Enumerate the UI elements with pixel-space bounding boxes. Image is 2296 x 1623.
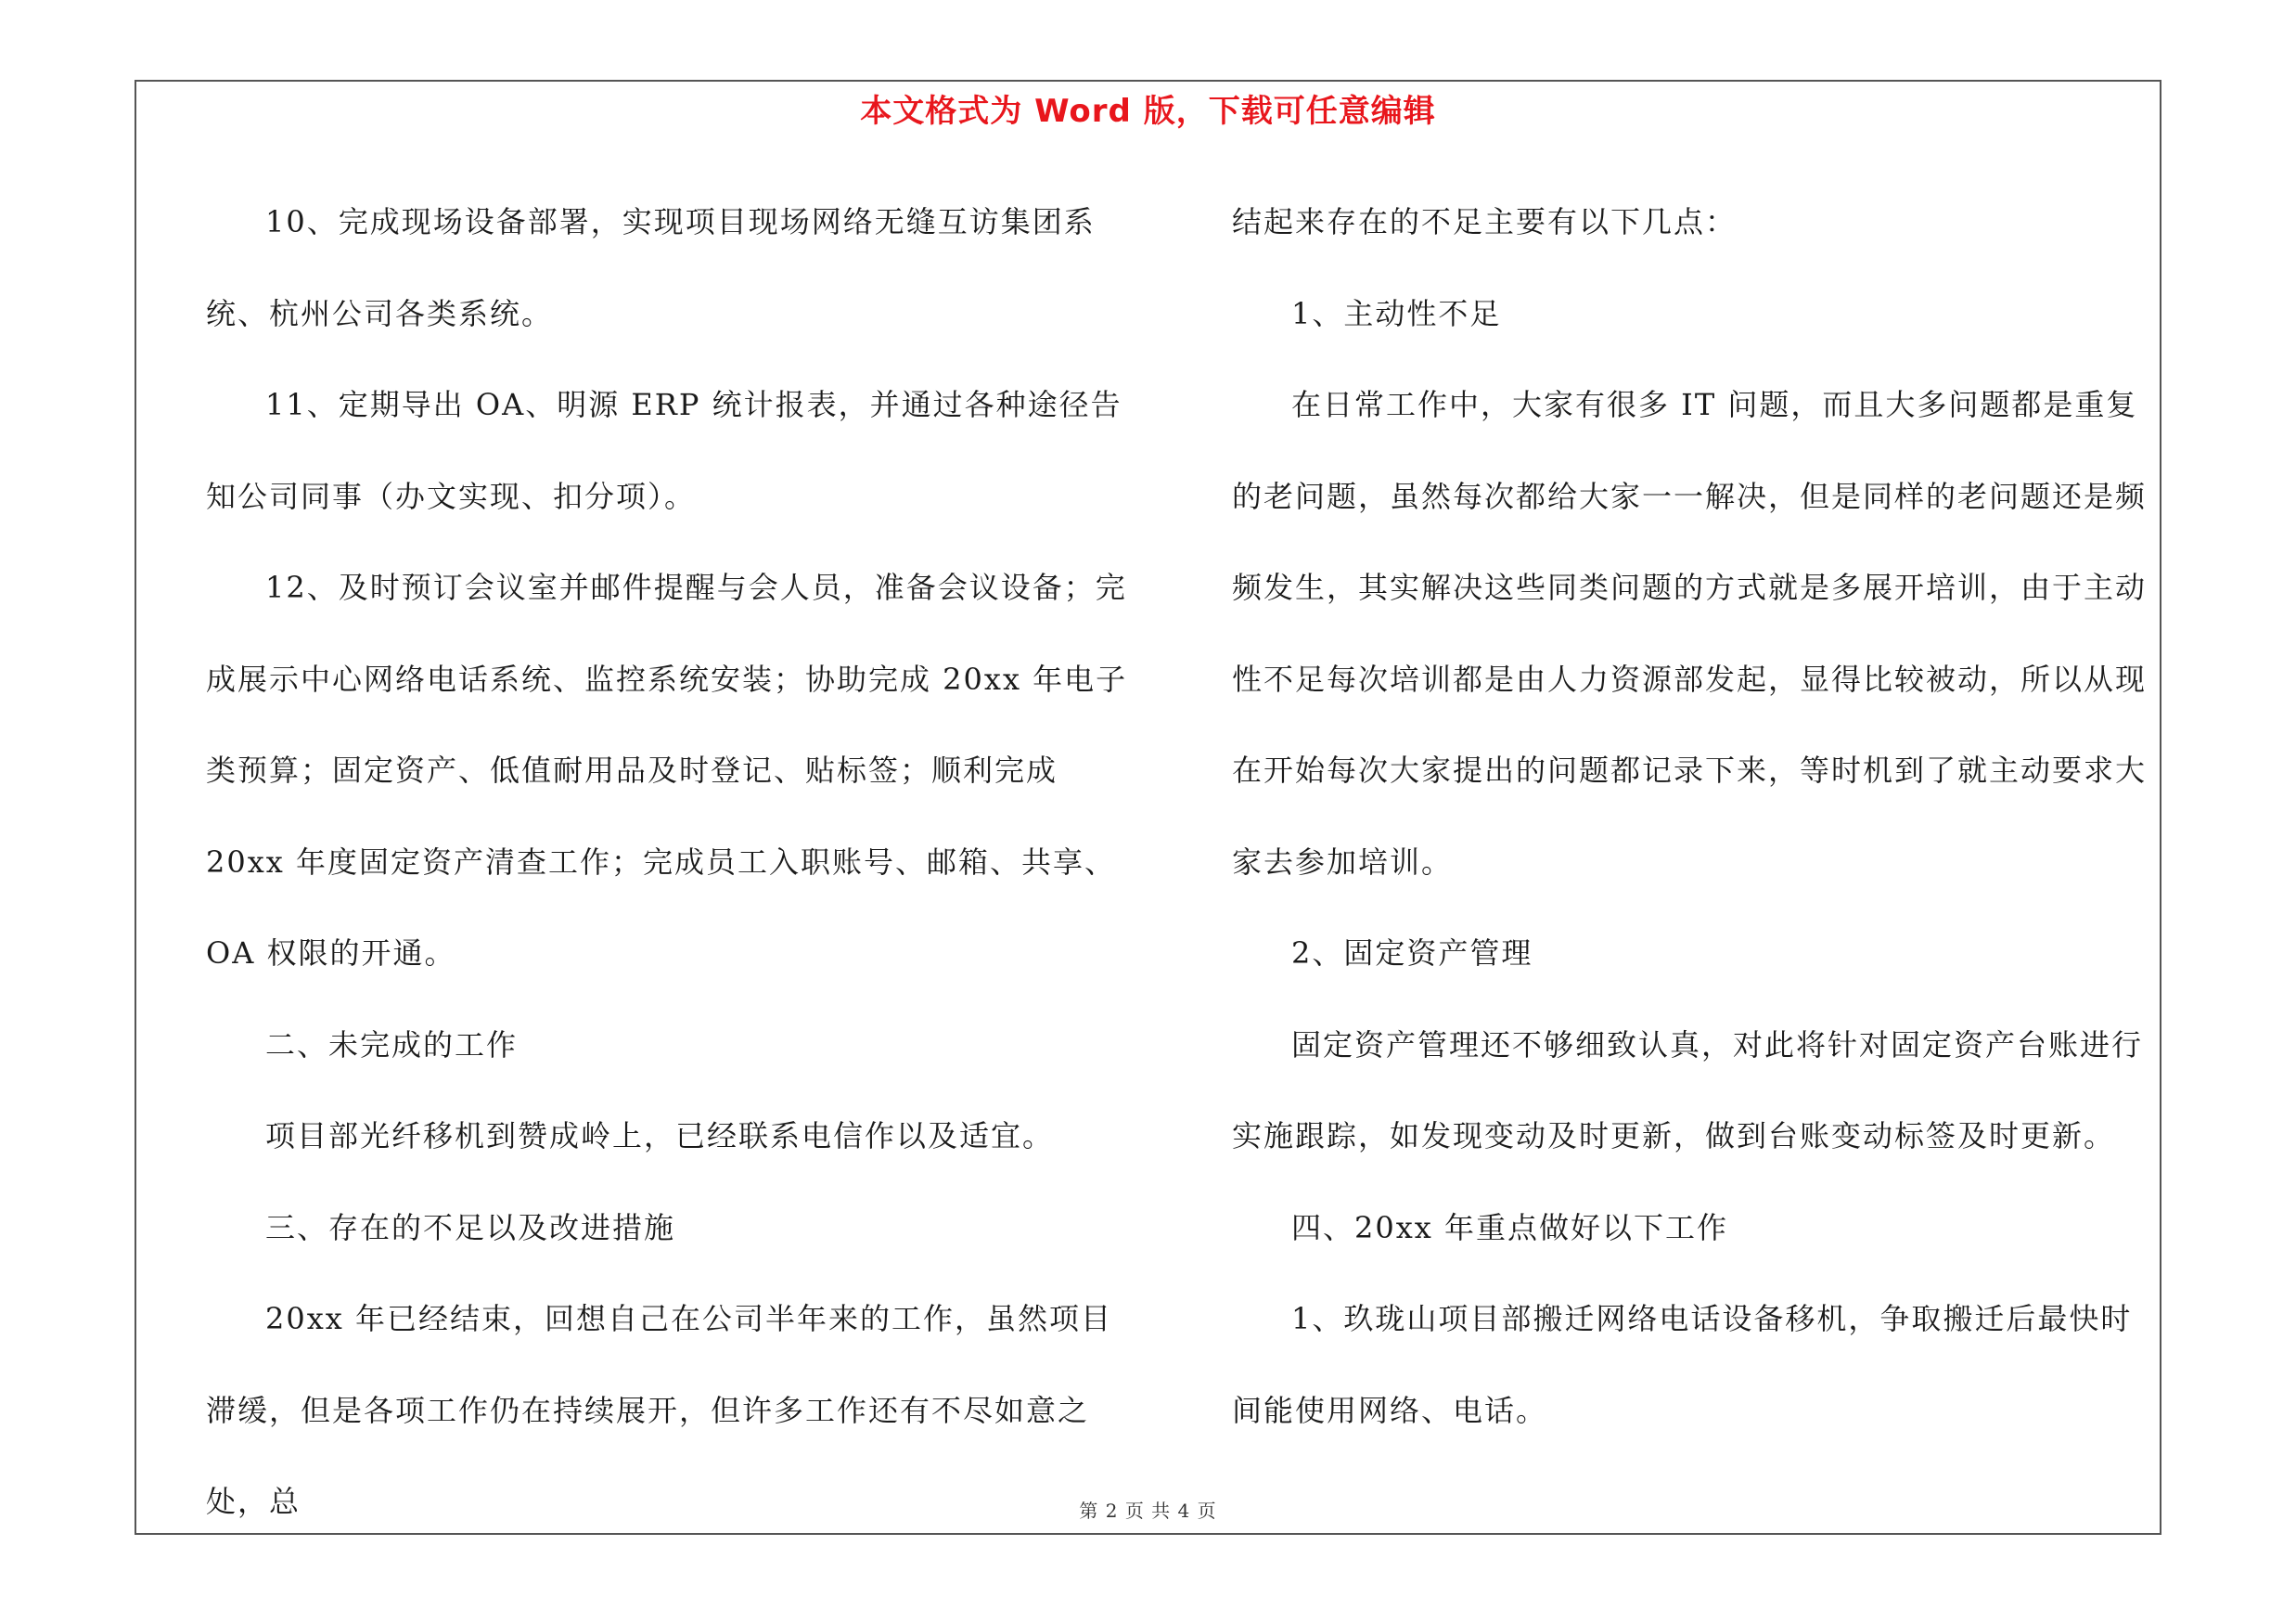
- paragraph: 11、定期导出 OA、明源 ERP 统计报表，并通过各种途径告知公司同事（办文实现、扣分项）。: [206, 387, 1122, 514]
- paragraph: 20xx 年已经结束，回想自己在公司半年来的工作，虽然项目滞缓，但是各项工作仍在持续展开，但许多工作还有不尽如意之处，总: [206, 1301, 1112, 1519]
- subsection-heading: 1、主动性不足: [1291, 295, 1502, 331]
- section-heading: 二、未完成的工作: [265, 1026, 519, 1063]
- paragraph-continuation: 结起来存在的不足主要有以下几点：: [1232, 204, 1738, 239]
- right-column: [1232, 176, 2160, 1456]
- format-banner: 本文格式为 Word 版，下载可任意编辑: [860, 93, 1436, 130]
- paragraph: 12、及时预订会议室并邮件提醒与会人员，准备会议设备；完成展示中心网络电话系统、监控系统安装；协助完成 20xx 年电子类预算；固定资产、低值耐用品及时登记、贴标签；顺利完成 20xx 年度固定资产清查工作；完成员工入职账号、邮箱、共享、OA 权限的开通。: [206, 570, 1128, 971]
- paragraph: 10、完成现场设备部署，实现项目现场网络无缝互访集团系统、杭州公司各类系统。: [206, 204, 1096, 331]
- page-number-footer: 第 2 页 共 4 页: [1079, 1500, 1217, 1522]
- paragraph: 固定资产管理还不够细致认真，对此将针对固定资产台账进行实施跟踪，如发现变动及时更新，做到台账变动标签及时更新。: [1232, 1026, 2144, 1153]
- paragraph: 1、玖珑山项目部搬迁网络电话设备移机，争取搬迁后最快时间能使用网络、电话。: [1232, 1301, 2133, 1428]
- left-column: [206, 176, 1143, 1548]
- section-heading: 四、20xx 年重点做好以下工作: [1291, 1209, 1728, 1245]
- subsection-heading: 2、固定资产管理: [1291, 935, 1533, 971]
- paragraph: 项目部光纤移机到赞成岭上，已经联系电信作以及适宜。: [265, 1118, 1055, 1153]
- paragraph: 在日常工作中，大家有很多 IT 问题，而且大多问题都是重复的老问题，虽然每次都给大家一一解决，但是同样的老问题还是频频发生，其实解决这些同类问题的方式就是多展开培训，由于主动性不足每次培训都是由人力资源部发起，显得比较被动，所以从现在开始每次大家提出的问题都记录下来，等时机到了就主动要求大家去参加培训。: [1232, 387, 2148, 880]
- section-heading: 三、存在的不足以及改进措施: [265, 1209, 676, 1245]
